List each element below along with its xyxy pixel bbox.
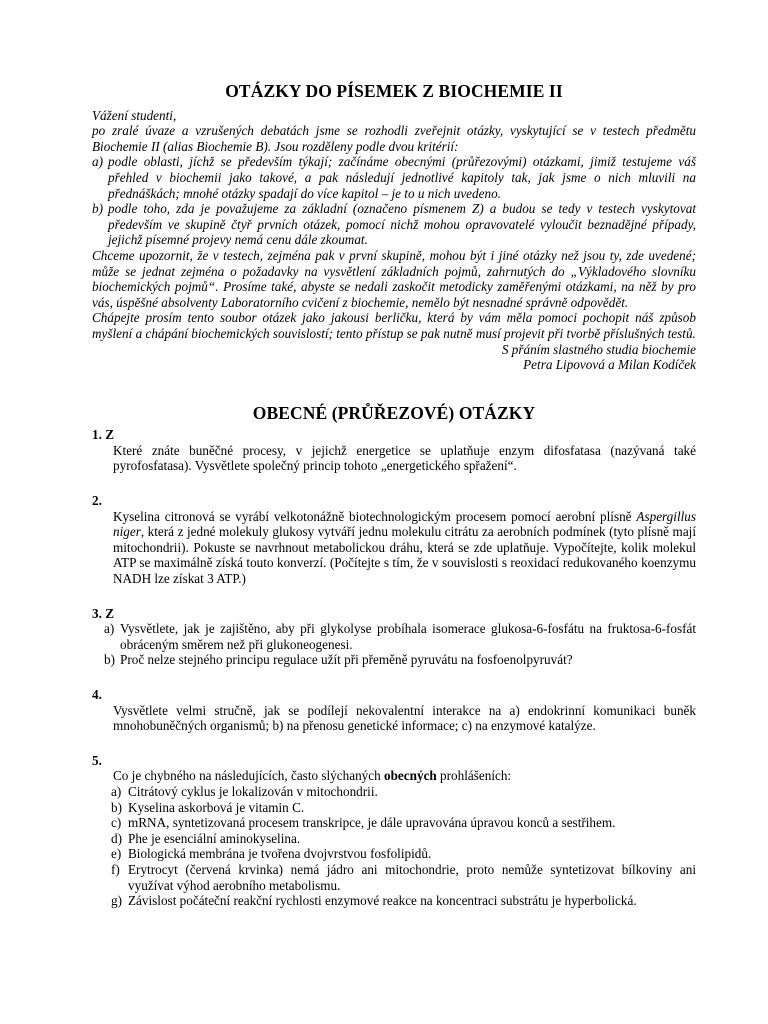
intro-paragraph-1: po zralé úvaze a vzrušených debatách jsme se rozhodli zveřejnit otázky, vyskytující se v testech předmětu Biochemie II (alias Biochemie B). Jsou rozděleny podle dvou kritérií: bbox=[92, 123, 696, 154]
question-lead: Co je chybného na následujících, často slýchaných obecných prohlášeních: bbox=[113, 768, 512, 784]
question-number: 3. Z bbox=[92, 605, 114, 621]
sub-question: a) Vysvětlete, jak je zajištěno, aby při glykolyse probíhala isomerace glukosa-6-fosfátu na fruktosa-6-fosfát obráceným směrem než při glukoneogenesi. bbox=[104, 621, 696, 652]
question-number: 5. bbox=[92, 752, 102, 768]
section-title: OBECNÉ (PRŮŘEZOVÉ) OTÁZKY bbox=[252, 402, 536, 423]
document-page bbox=[92, 81, 696, 928]
criteria-item: b) podle toho, zda je považujeme za základní (označeno písmenem Z) a budou se tedy v testech vyskytovat především ve skupině čtyř prvních otázek, pomocí nichž mohou opravovatelé vyloučit beznadějné případy, jejichž písemné projevy nemá cenu dále zkoumat. bbox=[92, 201, 696, 248]
intro-paragraph-2: Chceme upozornit, že v testech, zejména pak v první skupině, mohou být i jiné otázky než jsou ty, zde uvedené; může se jednat zejména o požadavky na vysvětlení základních pojmů, zahrnutých do „Výkladového slovníku biochemických pojmů“. Prosíme také, abyste se nedali zaskočit metodicky zaměřenými otázkami, na něž by pro vás, úspěšné absolventy Laboratorního cvičení z biochemie, nemělo být nesnadné správně odpovědět. bbox=[92, 247, 696, 310]
statement-item: e) Biologická membrána je tvořena dvojvrstvou fosfolipidů. bbox=[111, 846, 432, 862]
statement-item: a) Citrátový cyklus je lokalizován v mitochondrii. bbox=[111, 783, 378, 799]
criteria-list bbox=[92, 154, 696, 248]
species-name: Aspergillus niger bbox=[113, 508, 696, 540]
question-4 bbox=[92, 687, 696, 734]
question-text: Vysvětlete velmi stručně, jak se podílejí nekovalentní interakce na a) endokrinní komunikaci buněk mnohobuněčných organismů; b) na přenosu genetické informace; c) na enzymové katalýze. bbox=[113, 702, 696, 734]
question-2 bbox=[92, 493, 696, 587]
criteria-item: a) podle oblasti, jíchž se především týkají; začínáme obecnými (průřezovými) otázkami, jimiž testujeme váš přehled v biochemii jako takové, a pak následují jednotlivé kapitoly tak, jak jsme o nich mluvili na přednáškách; mnohé otázky spadají do více kapitol – je to u nich uvedeno. bbox=[92, 154, 696, 201]
signature-line-1: S přáním slastného studia biochemie bbox=[501, 341, 696, 357]
statement-item: b) Kyselina askorbová je vitamin C. bbox=[111, 799, 305, 815]
intro-paragraph-3: Chápejte prosím tento soubor otázek jako jakousi berličku, která by vám měla pomoci pochopit náš způsob myšlení a chápání biochemických souvislostí; tento přístup se pak nutně musí projevit při tvorbě příslušných testů. bbox=[92, 310, 696, 341]
sub-question-list bbox=[92, 621, 696, 668]
statement-list bbox=[92, 784, 696, 909]
sub-question: b) Proč nelze stejného principu regulace užít při přeměně pyruvátu na fosfoenolpyruvát? bbox=[104, 652, 573, 668]
intro-section bbox=[92, 108, 696, 373]
statement-item: d) Phe je esenciální aminokyselina. bbox=[111, 830, 301, 846]
question-5 bbox=[92, 753, 696, 909]
question-number: 4. bbox=[92, 687, 102, 702]
signature-line-2: Petra Lipovová a Milan Kodíček bbox=[523, 357, 696, 373]
question-number: 2. bbox=[92, 493, 102, 509]
question-1 bbox=[92, 427, 696, 474]
statement-item: f) Erytrocyt (červená krvinka) nemá jádro ani mitochondrie, proto nemůže syntetizovat bílkoviny ani využívat výhod aerobního metabolismu. bbox=[111, 861, 696, 893]
question-3 bbox=[92, 606, 696, 668]
question-text: Kyselina citronová se vyrábí velkotonážně biotechnologickým procesem pomocí aerobní plísně Aspergillus niger, která z jedné molekuly glukosy vytváří jednu molekulu citrátu za aerobních podmínek (tyto plísně mají mitochondrii). Pokuste se navrhnout metabolickou dráhu, která se zde uplatňuje. Vypočítejte, kolik molekul ATP se maximálně získá touto konverzí. (Počítejte s tím, že v souvislosti s reoxidací redukovaného koenzymu NADH lze získat 3 ATP.) bbox=[113, 508, 696, 587]
document-title: OTÁZKY DO PÍSEMEK Z BIOCHEMIE II bbox=[225, 81, 563, 101]
statement-item: g) Závislost počáteční reakční rychlosti enzymové reakce na koncentraci substrátu je hyperbolická. bbox=[111, 893, 637, 909]
question-number: 1. Z bbox=[92, 427, 114, 443]
statement-item: c) mRNA, syntetizovaná procesem transkripce, je dále upravována úpravou konců a sestřihem. bbox=[111, 815, 616, 831]
question-text: Které znáte buněčné procesy, v jejichž energetice se uplatňuje enzym difosfatasa (nazývaná také pyrofosfatasa). Vysvětlete společný princip tohoto „energetického spřažení“. bbox=[113, 442, 696, 474]
intro-greeting: Vážení studenti, bbox=[92, 107, 177, 123]
